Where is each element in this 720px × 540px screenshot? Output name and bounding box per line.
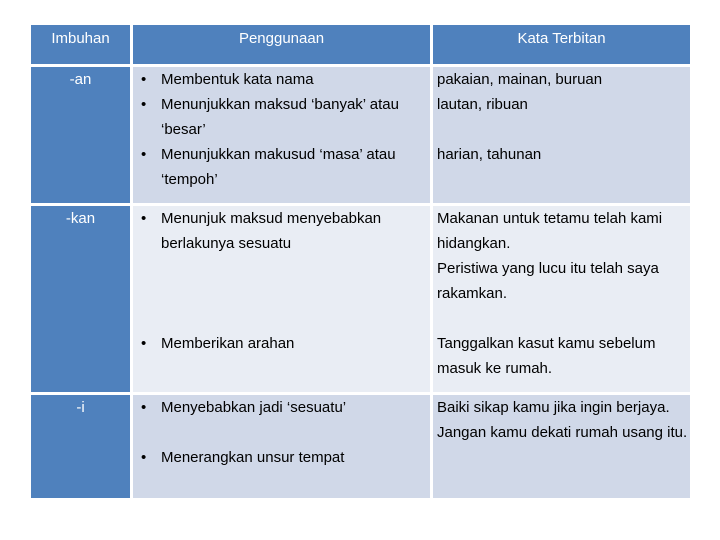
- row-an-kata-terbitan: [433, 67, 690, 203]
- example-text: Jangan kamu dekati rumah usang itu.: [437, 424, 688, 441]
- header-penggunaan: Penggunaan: [133, 25, 430, 64]
- example-text: Baiki sikap kamu jika ingin berjaya.: [437, 399, 670, 416]
- example-text: harian, tahunan: [437, 146, 542, 163]
- header-imbuhan: Imbuhan: [31, 25, 130, 64]
- row-i-kata-terbitan: [433, 395, 690, 498]
- row-i-uses-list: [133, 395, 430, 470]
- row-an-imbuhan: -an: [31, 67, 130, 203]
- row-an-uses-list: [133, 67, 430, 192]
- header-kata-terbitan: Kata Terbitan: [433, 25, 690, 64]
- example-text: Peristiwa yang lucu itu telah saya rakamkan.: [437, 260, 659, 302]
- row-kan-uses-list: [133, 206, 430, 356]
- row-kan-imbuhan: -kan: [31, 206, 130, 392]
- example-text: Tanggalkan kasut kamu sebelum masuk ke rumah.: [437, 335, 656, 377]
- list-item: • Menerangkan unsur tempat: [133, 445, 430, 470]
- example-text: Makanan untuk tetamu telah kami hidangkan.: [437, 210, 663, 252]
- row-kan-penggunaan: [133, 206, 430, 392]
- list-item: • Menunjuk maksud menyebabkan berlakunya sesuatu: [133, 206, 430, 331]
- row-kan-kata-terbitan: [433, 206, 690, 392]
- imbuhan-table: [31, 25, 690, 498]
- row-i-penggunaan: [133, 395, 430, 498]
- example-text: lautan, ribuan: [437, 96, 528, 113]
- list-item: • Menunjukkan makusud ‘masa’ atau ‘tempoh’: [133, 142, 430, 192]
- example-text: pakaian, mainan, buruan: [437, 71, 603, 88]
- list-item: • Membentuk kata nama: [133, 67, 430, 92]
- row-an-penggunaan: [133, 67, 430, 203]
- list-item: • Menunjukkan maksud ‘banyak’ atau ‘besar’: [133, 92, 430, 142]
- list-item: • Memberikan arahan: [133, 331, 430, 356]
- row-i-imbuhan: -i: [31, 395, 130, 498]
- list-item: • Menyebabkan jadi ‘sesuatu’: [133, 395, 430, 445]
